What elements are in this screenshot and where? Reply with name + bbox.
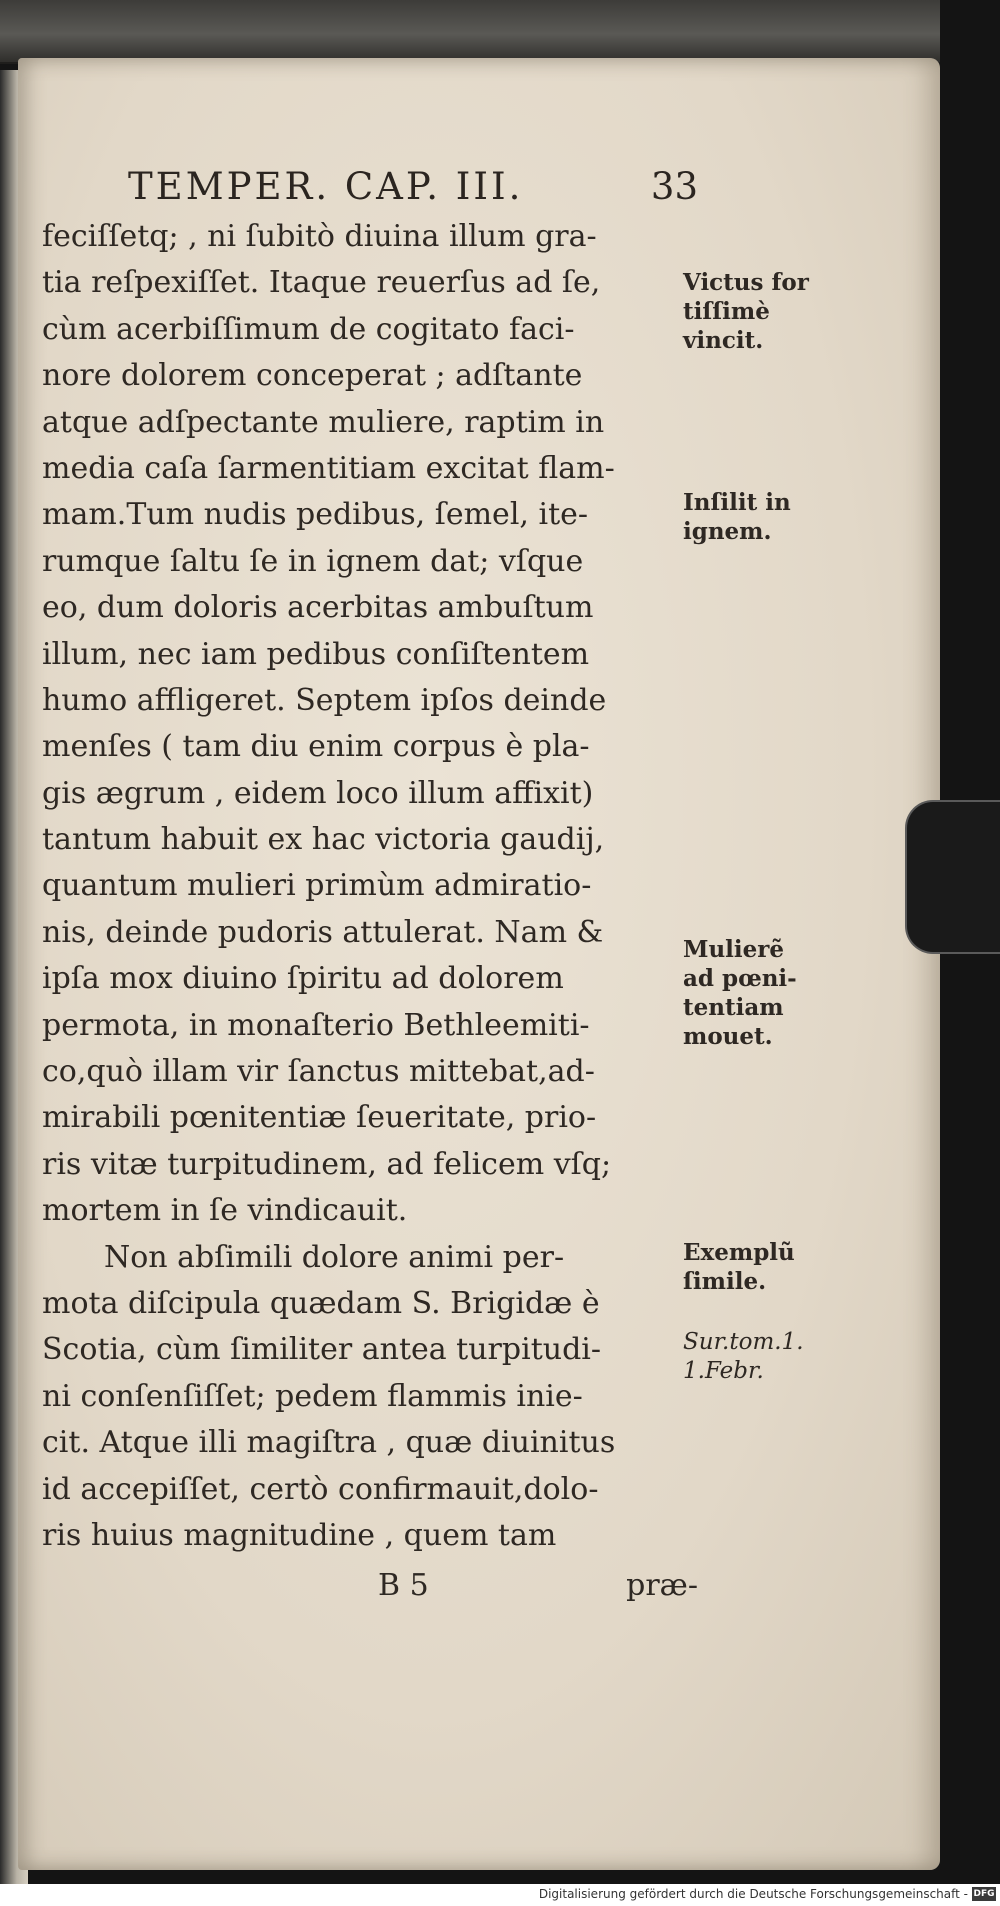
text-line: ipſa mox diuino ſpiritu ad dolorem [42,961,564,997]
text-line: quantum mulieri primùm admiratio- [42,868,592,904]
text-line: menſes ( tam diu enim corpus è pla- [42,729,590,765]
text-line: illum, nec iam pedibus conſiſtentem [42,636,590,672]
digitization-credit [0,1884,1000,1906]
book-top-edge [0,0,940,64]
margin-note-line: Mulierẽ [683,936,785,963]
text-line: tantum habuit ex hac victoria gaudij, [42,822,605,858]
margin-note-line: ſimile. [683,1268,767,1295]
text-line: Scotia, cùm ſimiliter antea turpitudi- [42,1332,602,1368]
margin-note-line: Inſilit in [683,489,791,516]
text-line: humo affligeret. Septem ipſos deinde [42,682,607,718]
text-line: mam.Tum nudis pedibus, ſemel, ite- [42,497,589,533]
credit-text: Digitalisierung gefördert durch die Deutsche Forschungsgemeinschaft - [538,1887,968,1901]
margin-note-line: Victus for [683,269,809,296]
text-line: atque adſpectante muliere, raptim in [42,404,605,440]
text-line: ni conſenſiſſet; pedem flammis inie- [42,1378,583,1414]
text-line: gis ægrum , eidem loco illum affixit) [42,775,594,811]
text-line: feciſſetq; , ni ſubitò diuina illum gra- [42,219,597,254]
text-line: mirabili pœnitentiæ ſeueritate, prio- [42,1100,597,1136]
signature-mark: B 5 [378,1568,429,1603]
text-line: cit. Atque illi magiſtra , quæ diuinitus [42,1425,616,1461]
margin-note-line: 1.Febr. [683,1358,764,1384]
text-line: nis, deinde pudoris attulerat. Nam & [42,914,604,950]
text-line: mota diſcipula quædam S. Brigidæ è [42,1285,600,1321]
page-number: 33 [650,165,698,208]
main-text [42,214,697,1559]
text-line: Non abſimili dolore animi per- [104,1239,565,1275]
text-line: id accepiſſet, certò confirmauit,dolo- [42,1471,599,1507]
margin-note-line: Exemplũ [683,1239,795,1266]
margin-note-line: mouet. [683,1023,773,1050]
dfg-logo-icon: DFG [973,1889,995,1899]
margin-note-line: ignem. [683,518,772,545]
text-line: mortem in ſe vindicauit. [42,1193,408,1229]
text-line: permota, in monaſterio Bethleemiti- [42,1007,590,1043]
page-footer [378,1568,698,1612]
margin-note-line: ad pœni- [683,965,797,992]
text-line: ris huius magnitudine , quem tam [42,1517,557,1553]
page-header [128,165,698,213]
margin-note-line: Sur.tom.1. [683,1329,804,1355]
margin-note-line: vincit. [683,327,764,354]
page-clip [905,800,1000,954]
text-line: nore dolorem conceperat ; adſtante [42,358,583,394]
text-line: cùm acerbiſſimum de cogitato faci- [42,311,575,347]
text-line: rumque ſaltu ſe in ignem dat; vſque [42,543,584,579]
margin-note-line: tiſſimè [683,298,770,325]
margin-note-line: tentiam [683,994,784,1021]
text-line: co,quò illam vir ſanctus mittebat,ad- [42,1054,595,1090]
running-title: TEMPER. CAP. III. [128,165,524,208]
catchword: præ- [626,1568,698,1603]
text-line: eo, dum doloris acerbitas ambuſtum [42,590,594,626]
text-line: tia reſpexiſſet. Itaque reuerſus ad ſe, [42,265,601,301]
text-line: media caſa ſarmentitiam excitat flam- [42,450,615,486]
text-line: ris vitæ turpitudinem, ad felicem vſq; [42,1146,612,1182]
